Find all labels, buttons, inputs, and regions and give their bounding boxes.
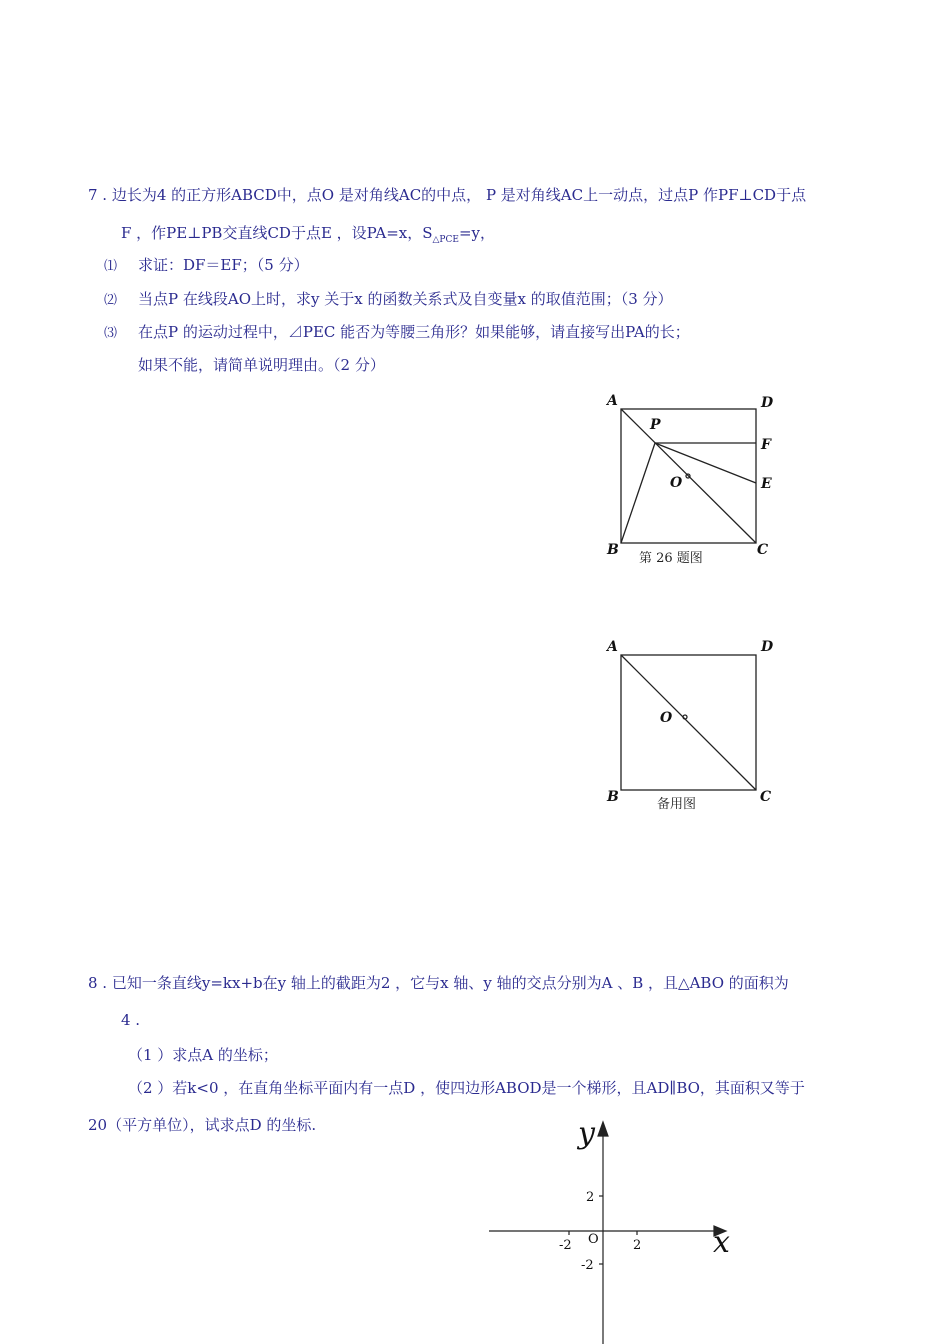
figure2-label-d: D [761, 639, 774, 655]
problem8-question-1: （1 ）求点A 的坐标； [128, 1046, 278, 1064]
figure1-diagram [621, 409, 756, 543]
origin-label: O [588, 1232, 599, 1247]
figure2-label-c: C [760, 789, 772, 805]
figure2-caption: 备用图 [657, 797, 697, 812]
question-number-1: ⑴ [104, 259, 118, 274]
figure1-label-b: B [607, 542, 619, 558]
question-number-2: ⑵ [104, 293, 118, 308]
figure2-point-o [683, 715, 687, 719]
problem7-line2-sub: △PCE [432, 235, 459, 245]
problem7-line1: 7 . 边长为4 的正方形ABCD中，点O 是对角线AC的中点， P 是对角线AC上一动点，过点P 作PF⊥CD于点 [88, 186, 807, 204]
figure1-label-a: A [607, 393, 618, 409]
coordinate-axes [489, 1122, 726, 1344]
figure2-label-o: O [660, 710, 673, 726]
tick-label-y-neg: -2 [581, 1258, 594, 1273]
figure1-label-d: D [761, 395, 774, 411]
figure2-diagram [621, 655, 756, 790]
figure1-label-o: O [670, 475, 683, 491]
figure1-caption: 第 26 题图 [639, 551, 703, 566]
figure1-label-c: C [757, 542, 769, 558]
question-1-text: 求证：DF＝EF；（5 分） [138, 256, 309, 274]
y-axis-arrow [598, 1122, 608, 1136]
problem8-question-2: （2 ）若k<0 ，在直角坐标平面内有一点D ，使四边形ABOD是一个梯形，且AD∥BO，其面积又等于 [128, 1079, 805, 1097]
problem7-line2-text: F ，作PE⊥PB交直线CD于点E ，设PA=x，S [121, 224, 433, 242]
figure1-label-e: E [761, 476, 772, 492]
figure1-diagonal-ac [621, 409, 756, 543]
tick-label-y-pos: 2 [586, 1190, 595, 1205]
figure1-segment-bp [621, 443, 655, 543]
question-2-text: 当点P 在线段AO上时，求y 关于x 的函数关系式及自变量x 的取值范围；（3 分） [138, 290, 673, 308]
question-number-3: ⑶ [104, 326, 118, 341]
figure1-label-f: F [761, 437, 771, 453]
figure2-label-a: A [607, 639, 618, 655]
question-3-text-cont: 如果不能，请简单说明理由。（2 分） [138, 356, 385, 374]
problem8-line2: 4 . [121, 1011, 141, 1029]
figure1-label-p: P [650, 417, 661, 433]
figure2-diagonal-ac [621, 655, 756, 790]
y-axis-label: y [578, 1116, 595, 1151]
problem7-line2-end: =y， [458, 224, 495, 242]
x-axis-label: x [713, 1225, 730, 1260]
tick-label-x-pos: 2 [633, 1238, 642, 1253]
problem8-line1: 8 . 已知一条直线y=kx+b在y 轴上的截距为2 ，它与x 轴、y 轴的交点分别为A 、B ，且△ABO 的面积为 [88, 974, 789, 992]
tick-label-x-neg: -2 [559, 1238, 572, 1253]
figure2-label-b: B [607, 789, 619, 805]
problem8-question-2-cont: 20（平方单位），试求点D 的坐标. [88, 1116, 317, 1134]
question-3-text: 在点P 的运动过程中，⊿PEC 能否为等腰三角形？如果能够，请直接写出PA的长； [138, 323, 690, 341]
